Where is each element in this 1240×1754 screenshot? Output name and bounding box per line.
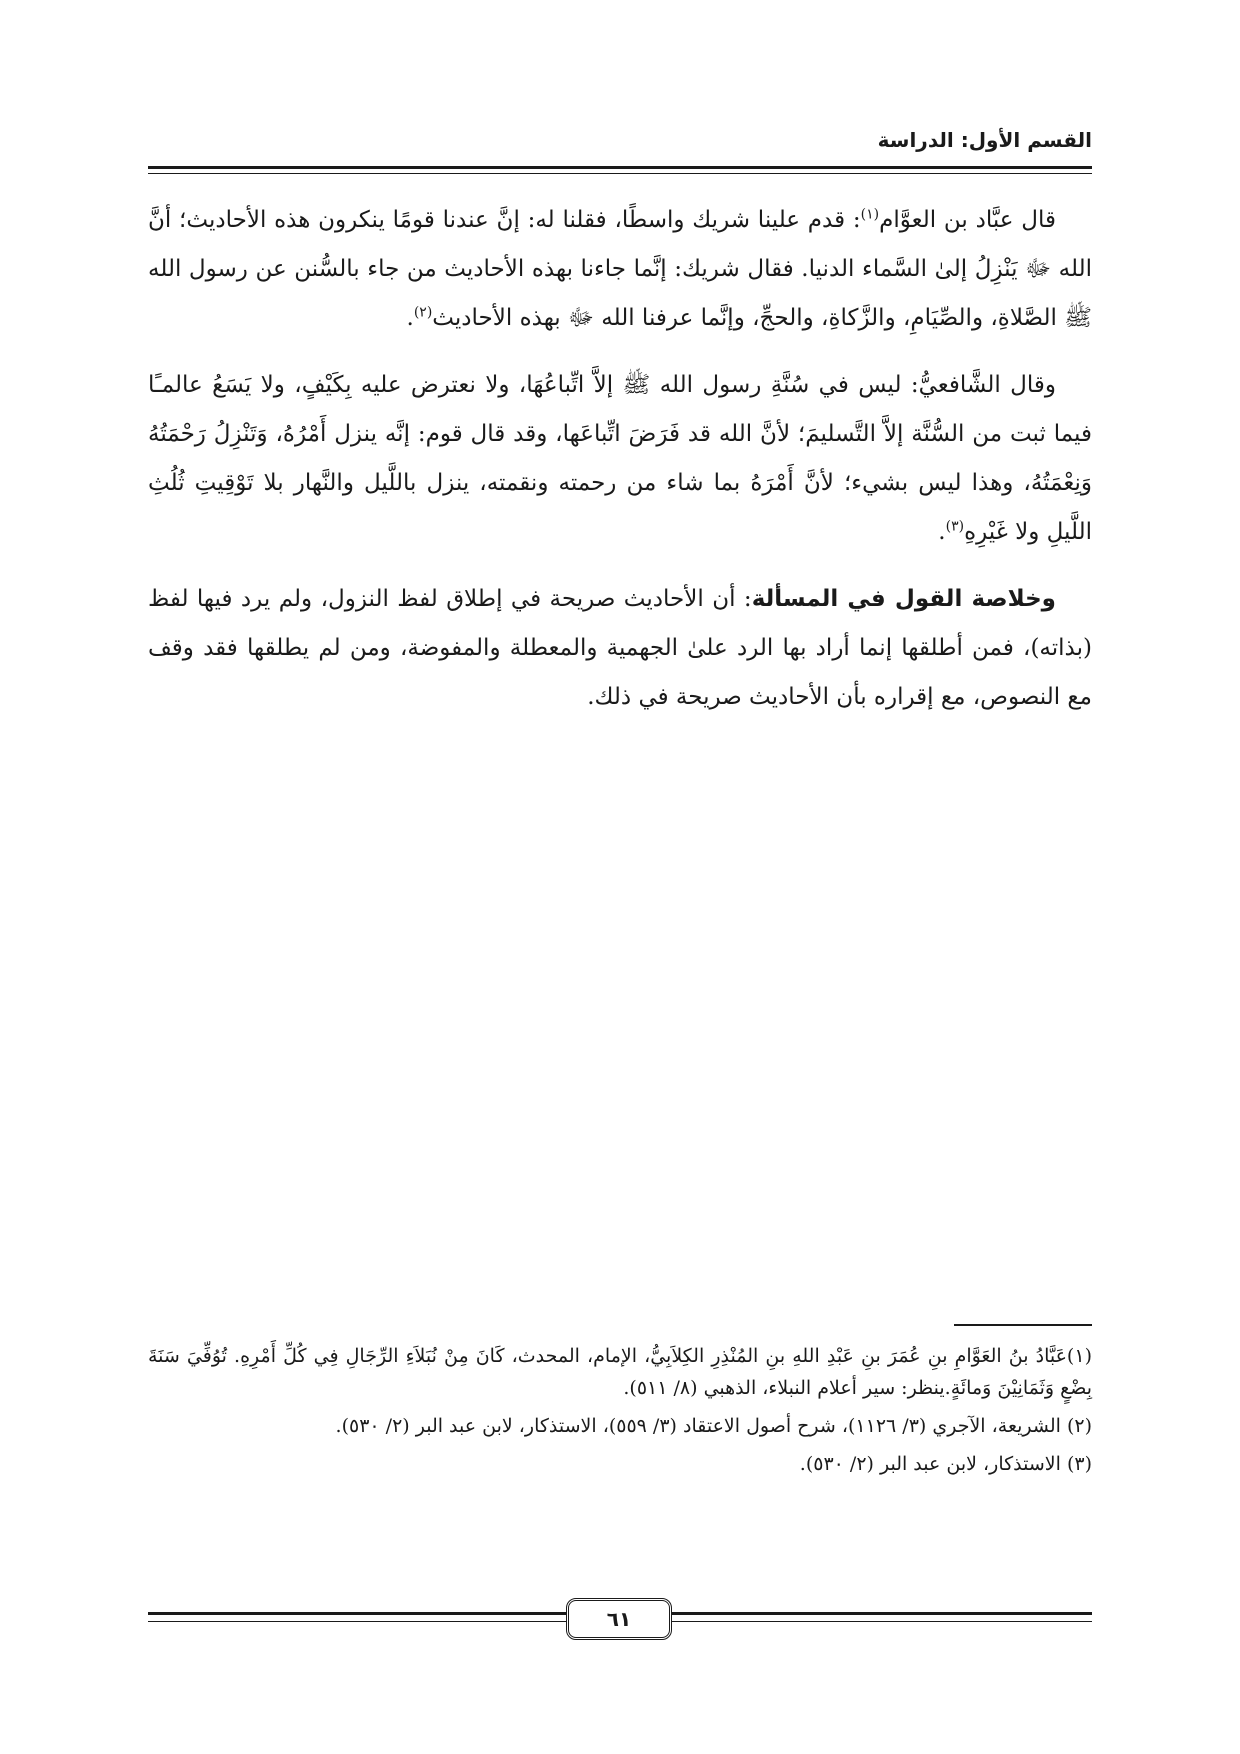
main-text <box>148 196 1092 740</box>
footnotes <box>148 1340 1092 1486</box>
footnote-ref: (١) <box>860 206 880 223</box>
page-number: ٦١ <box>566 1598 672 1640</box>
paragraph-text: : أن الأحاديث صريحة في إطلاق لفظ النزول، ولم يرد فيها لفظ (بذاته)، فمن أطلقها إنما أراد بها الرد علىٰ الجهمية والمعطلة والمفوضة، ومن لم يطلقها فقد وقف مع النصوص، مع إقراره بأن الأحاديث صريحة في ذلك. <box>148 586 1092 710</box>
footnote-2: (٢) الشريعة، الآجري (٣/ ١١٢٦)، شرح أصول الاعتقاد (٣/ ٥٥٩)، الاستذكار، لابن عبد البر (٢/ ٥٣٠). <box>335 1415 1092 1437</box>
running-title: القسم الأول: الدراسة <box>877 128 1092 152</box>
paragraph-abbad <box>148 196 1092 343</box>
header-rule-thick <box>148 166 1092 169</box>
footnote-ref: (٣) <box>945 518 965 535</box>
header-rule-thin <box>148 173 1092 174</box>
paragraph-shafii <box>148 361 1092 557</box>
paragraph-end: . <box>938 519 946 545</box>
paragraph-end: . <box>406 305 414 331</box>
footnote-separator <box>954 1324 1092 1326</box>
paragraph-conclusion <box>148 575 1092 722</box>
paragraph-text: قال عبَّاد بن العوَّام <box>879 207 1056 233</box>
paragraph-text: وقال الشَّافعيُّ: ليس في سُنَّةِ رسول الله ﷺ إلاَّ اتِّباعُهَا، ولا نعترض عليه بِكَيْفٍ، ولا يَسَعُ عالمـًا فيما ثبت من السُّنَّة إلاَّ التَّسليمَ؛ لأنَّ الله قد فَرَضَ اتِّباعَها، وقد قال قوم: إنَّه ينزل أَمْرُهُ، وَتَنْزِلُ رَحْمَتُهُ وَنِعْمَتُهُ، وهذا ليس بشيء؛ لأنَّ أَمْرَهُ بما شاء من رحمته ونقمته، ينزل باللَّيل والنَّهار بلا تَوْقِيتِ ثُلُثِ اللَّيلِ ولا غَيْرِهِ <box>148 372 1092 545</box>
paragraph-text: : قدم علينا شريك واسطًا، فقلنا له: إنَّ عندنا قومًا ينكرون هذه الأحاديث؛ أنَّ الله ﷻ يَنْزِلُ إلىٰ السَّماء الدنيا. فقال شريك: إنَّما جاءنا بهذه الأحاديث من جاء بالسُّنن عن رسول الله ﷺ الصَّلاةِ، والصِّيَامِ، والزَّكاةِ، والحجِّ، وإنَّما عرفنا الله ﷻ بهذه الأحاديث <box>148 207 1092 331</box>
footnote-1: (١)عَبَّادُ بنُ العَوَّامِ بنِ عُمَرَ بنِ عَبْدِ اللهِ بنِ المُنْذِرِ الكِلاَبِيُّ، الإمام، المحدث، كَانَ مِنْ نُبَلاَءِ الرِّجَالِ فِي كُلِّ أَمْرِهِ. تُوُفِّيَ سَنَةَ بِضْعٍ وَثَمَانِيْنَ وَمائَةٍ.ينظر: سير أعلام النبلاء، الذهبي (٨/ ٥١١). <box>148 1345 1092 1399</box>
footnote-3: (٣) الاستذكار، لابن عبد البر (٢/ ٥٣٠). <box>799 1453 1092 1475</box>
conclusion-lead: وخلاصة القول في المسألة <box>751 586 1056 612</box>
footnote-ref: (٢) <box>413 304 433 321</box>
